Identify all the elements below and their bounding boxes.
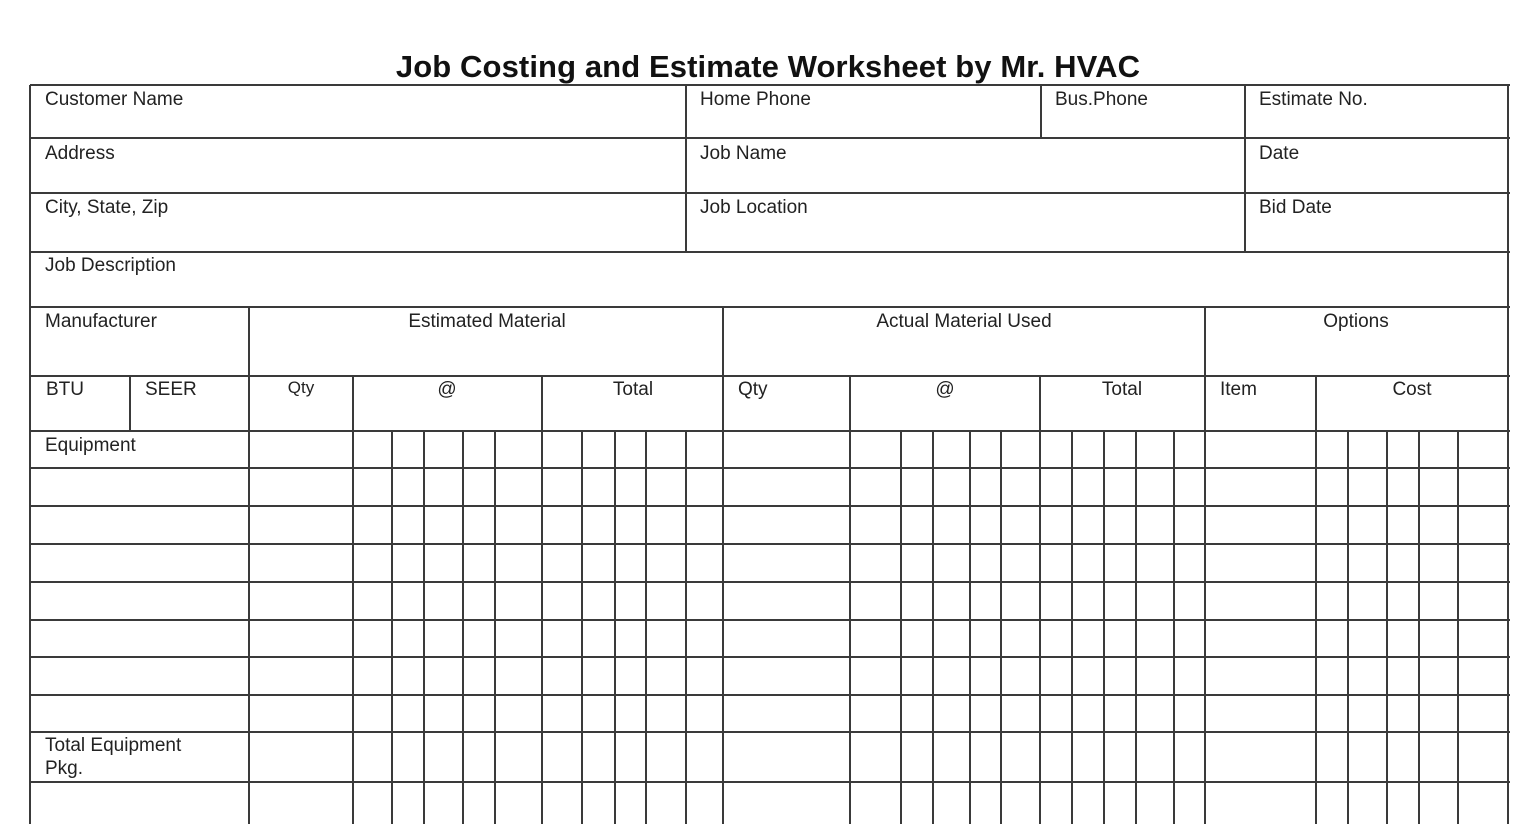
manufacturer-header: Manufacturer [45, 311, 157, 332]
city-state-zip-label: City, State, Zip [45, 197, 169, 218]
est-qty-header: Qty [287, 378, 315, 397]
btu-seer-divider [129, 376, 131, 432]
table-row-line [30, 581, 1510, 583]
grid-v-line [1244, 85, 1246, 253]
column-divider [1315, 376, 1317, 824]
group-divider [248, 307, 250, 824]
est-at-header: @ [437, 379, 457, 400]
equipment-row-label: Equipment [45, 435, 136, 456]
digit-column-line [1103, 431, 1105, 824]
bid-date-label: Bid Date [1259, 197, 1332, 218]
act-total-header: Total [1101, 379, 1143, 400]
digit-column-line [391, 431, 393, 824]
table-row-line [30, 505, 1510, 507]
digit-column-line [462, 431, 464, 824]
column-divider [1039, 376, 1041, 824]
group-divider [1204, 307, 1206, 824]
form-right-border [1507, 85, 1509, 824]
table-row-line [30, 781, 1510, 783]
table-row-line [30, 430, 1510, 432]
digit-column-line [1071, 431, 1073, 824]
digit-column-line [1000, 431, 1002, 824]
form-left-border [29, 85, 31, 824]
digit-column-line [1135, 431, 1137, 824]
table-row-line [30, 467, 1510, 469]
grid-v-line [685, 85, 687, 253]
estimate-no-label: Estimate No. [1259, 89, 1368, 110]
digit-column-line [494, 431, 496, 824]
seer-header: SEER [145, 379, 197, 400]
table-row-line [30, 543, 1510, 545]
total-equipment-label-line1: Total Equipment [45, 735, 182, 756]
btu-header: BTU [46, 379, 84, 400]
item-header: Item [1220, 379, 1257, 400]
header-row-line [30, 84, 1510, 86]
digit-column-line [614, 431, 616, 824]
job-name-label: Job Name [700, 143, 787, 164]
digit-column-line [1418, 431, 1420, 824]
options-header: Options [1323, 311, 1389, 332]
date-label: Date [1259, 143, 1300, 164]
column-divider [849, 376, 851, 824]
cost-header: Cost [1392, 379, 1432, 400]
header-row-line [30, 251, 1510, 253]
digit-column-line [581, 431, 583, 824]
digit-column-line [969, 431, 971, 824]
header-row-line [30, 137, 1510, 139]
total-equipment-label-line2: Pkg. [45, 758, 84, 779]
act-at-header: @ [935, 379, 955, 400]
worksheet-title: Job Costing and Estimate Worksheet by Mr. HVAC [395, 49, 1141, 84]
est-total-header: Total [612, 379, 654, 400]
table-row-line [30, 619, 1510, 621]
customer-name-label: Customer Name [45, 89, 184, 110]
digit-column-line [1173, 431, 1175, 824]
job-description-label: Job Description [45, 255, 176, 276]
table-row-line [30, 656, 1510, 658]
header-row-line [30, 192, 1510, 194]
digit-column-line [1347, 431, 1349, 824]
digit-column-line [685, 431, 687, 824]
address-label: Address [45, 143, 115, 164]
group-divider [722, 307, 724, 824]
estimated-material-header: Estimated Material [408, 311, 566, 332]
table-row-line [30, 694, 1510, 696]
home-phone-label: Home Phone [700, 89, 811, 110]
act-qty-header: Qty [738, 379, 768, 400]
bus-phone-label: Bus.Phone [1055, 89, 1148, 110]
digit-column-line [900, 431, 902, 824]
column-divider [352, 376, 354, 824]
actual-material-header: Actual Material Used [876, 311, 1052, 332]
header-row-line [30, 306, 1510, 308]
grid-v-line [1040, 85, 1042, 139]
digit-column-line [1386, 431, 1388, 824]
digit-column-line [932, 431, 934, 824]
digit-column-line [1457, 431, 1459, 824]
column-divider [541, 376, 543, 824]
digit-column-line [423, 431, 425, 824]
job-location-label: Job Location [700, 197, 808, 218]
digit-column-line [645, 431, 647, 824]
table-row-line [30, 731, 1510, 733]
table-row-line [30, 375, 1510, 377]
